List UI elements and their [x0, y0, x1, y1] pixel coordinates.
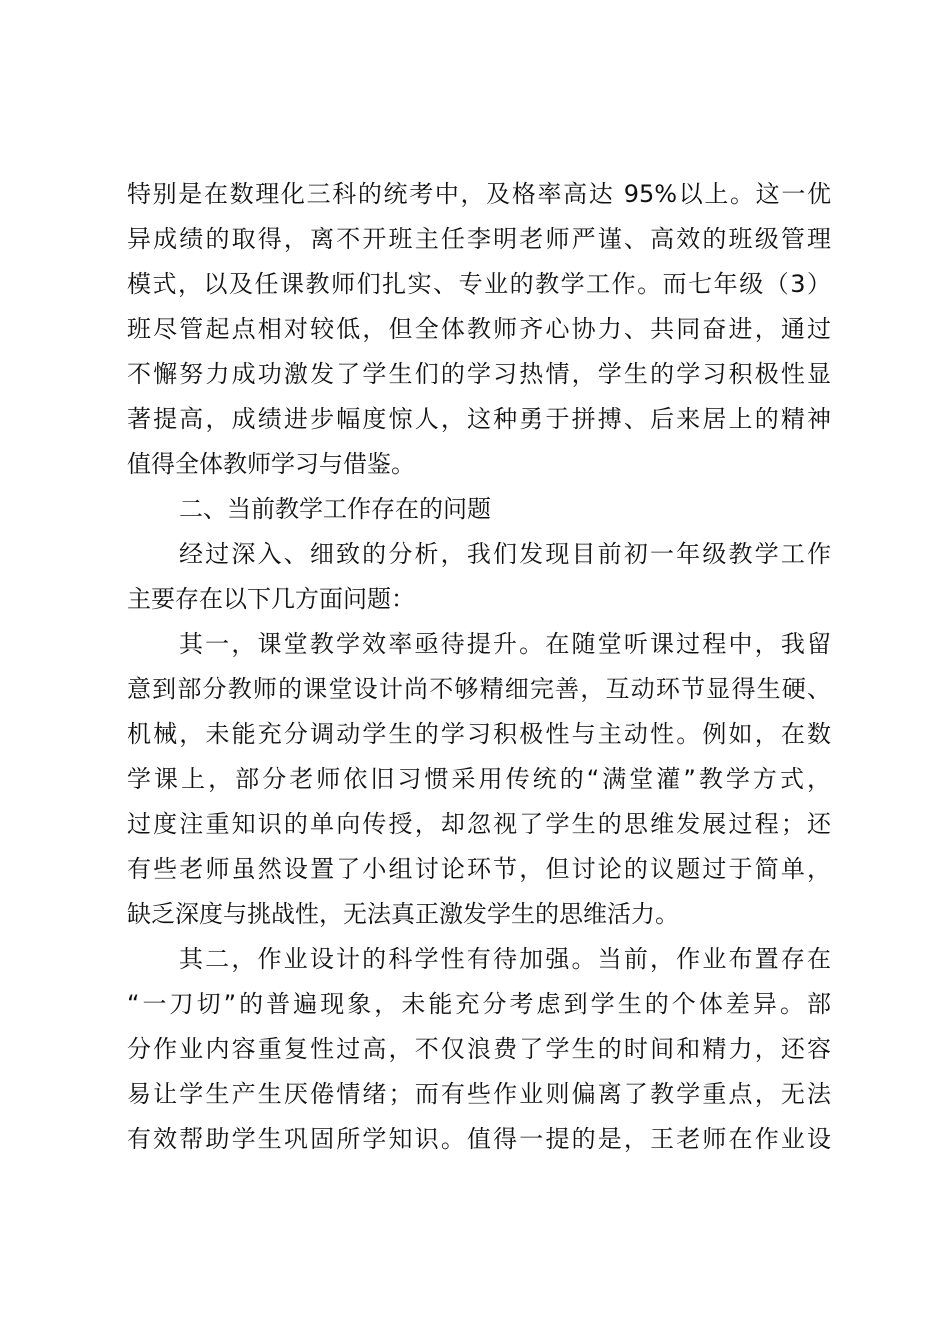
text-line: 班尽管起点相对较低，但全体教师齐心协力、共同奋进，通过 [127, 315, 831, 343]
text-line: 缺乏深度与挑战性，无法真正激发学生的思维活力。 [127, 900, 679, 928]
text-line: 值得全体教师学习与借鉴。 [127, 450, 415, 478]
document-page [127, 172, 831, 1162]
text-line: 二、当前教学工作存在的问题 [179, 495, 491, 523]
text-line: 特别是在数理化三科的统考中，及格率高达 95%以上。这一优 [127, 180, 831, 208]
text-line: 意到部分教师的课堂设计尚不够精细完善，互动环节显得生硬、 [127, 675, 831, 703]
text-line: 不懈努力成功激发了学生们的学习热情，学生的学习积极性显 [127, 360, 831, 388]
text-line: 易让学生产生厌倦情绪；而有些作业则偏离了教学重点，无法 [127, 1080, 831, 1108]
text-line: 分作业内容重复性过高，不仅浪费了学生的时间和精力，还容 [127, 1035, 831, 1063]
text-line: 过度注重知识的单向传授，却忽视了学生的思维发展过程；还 [127, 810, 831, 838]
text-line: 经过深入、细致的分析，我们发现目前初一年级教学工作 [179, 540, 831, 568]
text-line: 著提高，成绩进步幅度惊人，这种勇于拼搏、后来居上的精神 [127, 405, 831, 433]
text-line: 异成绩的取得，离不开班主任李明老师严谨、高效的班级管理 [127, 225, 831, 253]
text-line: 其一，课堂教学效率亟待提升。在随堂听课过程中，我留 [179, 630, 831, 658]
text-line: 有些老师虽然设置了小组讨论环节，但讨论的议题过于简单， [127, 855, 831, 883]
text-line: 机械，未能充分调动学生的学习积极性与主动性。例如，在数 [127, 720, 831, 748]
text-line: 学课上，部分老师依旧习惯采用传统的“满堂灌”教学方式， [127, 765, 831, 793]
text-line: 主要存在以下几方面问题： [127, 585, 415, 613]
text-line: 有效帮助学生巩固所学知识。值得一提的是，王老师在作业设 [127, 1125, 831, 1153]
text-line: “一刀切”的普遍现象，未能充分考虑到学生的个体差异。部 [127, 990, 831, 1018]
text-line: 其二，作业设计的科学性有待加强。当前，作业布置存在 [179, 945, 831, 973]
text-line: 模式，以及任课教师们扎实、专业的教学工作。而七年级（3） [127, 270, 831, 298]
